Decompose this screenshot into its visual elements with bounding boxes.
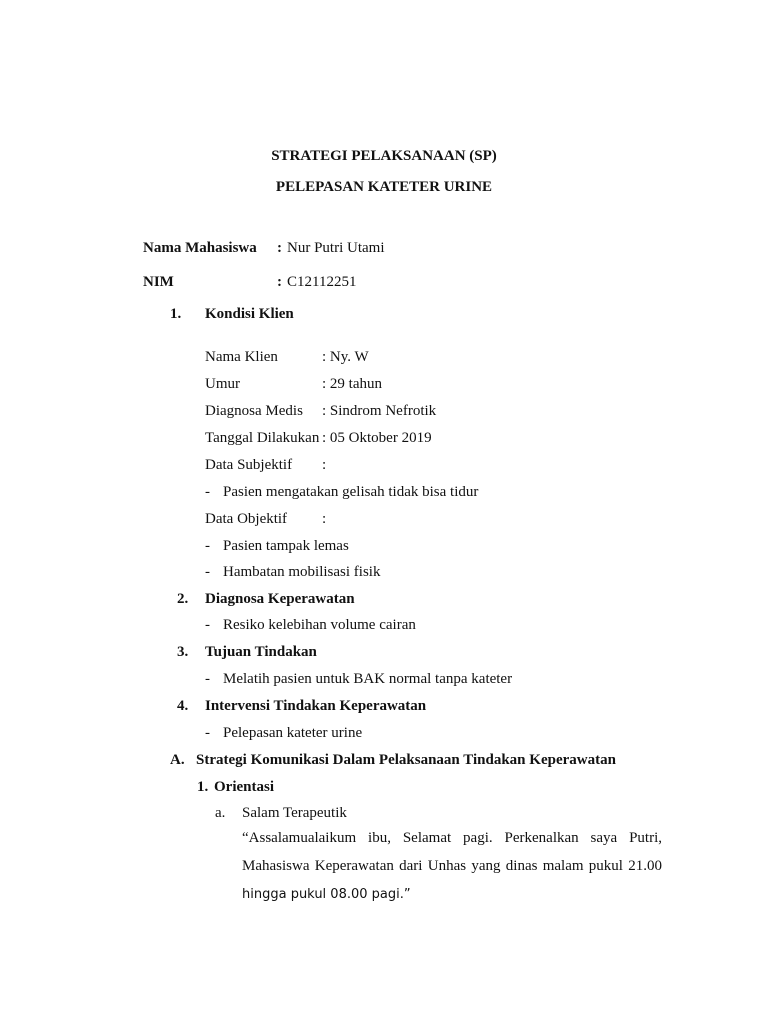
client-row-value: : — [322, 457, 327, 473]
bullet-dash: - — [205, 671, 210, 687]
item-a-title: Salam Terapeutik — [242, 805, 347, 821]
client-row-value: : Ny. W — [322, 349, 369, 365]
client-row-value: : 05 Oktober 2019 — [322, 430, 432, 446]
section-3-title: Tujuan Tindakan — [205, 644, 317, 660]
student-name-label: Nama Mahasiswa — [143, 240, 257, 256]
client-row-label: Tanggal Dilakukan — [205, 430, 320, 446]
section-4-number: 4. — [177, 698, 189, 714]
section-3-bullet: Melatih pasien untuk BAK normal tanpa kateter — [223, 671, 513, 687]
student-name-value: Nur Putri Utami — [287, 240, 385, 256]
section-1-number: 1. — [170, 306, 182, 322]
orientation-title: Orientasi — [214, 779, 274, 795]
section-2-number: 2. — [177, 591, 189, 607]
section-2-title: Diagnosa Keperawatan — [205, 591, 355, 607]
greeting-quote-line-2: Mahasiswa Keperawatan dari Unhas yang dinas malam pukul 21.00 — [242, 858, 662, 874]
client-row-value: : Sindrom Nefrotik — [322, 403, 437, 419]
title-line-1: STRATEGI PELAKSANAAN (SP) — [271, 148, 497, 164]
objective-bullet: Hambatan mobilisasi fisik — [223, 564, 381, 580]
nim-colon: : — [277, 274, 282, 290]
client-row-label: Umur — [205, 376, 240, 392]
nim-label: NIM — [143, 274, 174, 290]
title-line-2: PELEPASAN KATETER URINE — [275, 179, 493, 195]
nim-value: C12112251 — [287, 274, 357, 290]
client-row-label: Diagnosa Medis — [205, 403, 303, 419]
section-2-bullet: Resiko kelebihan volume cairan — [223, 617, 416, 633]
bullet-dash: - — [205, 538, 210, 554]
section-a-letter: A. — [170, 752, 185, 768]
bullet-dash: - — [205, 564, 210, 580]
client-row-label: Data Subjektif — [205, 457, 293, 473]
section-1-title: Kondisi Klien — [205, 306, 294, 322]
subjective-bullet: Pasien mengatakan gelisah tidak bisa tidur — [223, 484, 479, 500]
greeting-quote-line-3 — [242, 880, 662, 909]
student-name-colon: : — [277, 240, 282, 256]
orientation-number: 1. — [197, 779, 209, 795]
item-a-letter: a. — [215, 805, 226, 821]
objective-label: Data Objektif — [205, 511, 288, 527]
bullet-dash: - — [205, 725, 210, 741]
client-row-label: Nama Klien — [205, 349, 278, 365]
client-row-value: : 29 tahun — [322, 376, 382, 392]
objective-bullet: Pasien tampak lemas — [223, 538, 349, 554]
section-4-bullet: Pelepasan kateter urine — [223, 725, 363, 741]
section-3-number: 3. — [177, 644, 189, 660]
bullet-dash: - — [205, 617, 210, 633]
section-4-title: Intervensi Tindakan Keperawatan — [205, 698, 427, 714]
greeting-quote-text: hingga pukul 08.00 pagi.” — [242, 887, 411, 902]
greeting-quote-line-1: “Assalamualaikum ibu, Selamat pagi. Perkenalkan saya Putri, — [242, 830, 662, 846]
section-a-title: Strategi Komunikasi Dalam Pelaksanaan Tindakan Keperawatan — [196, 752, 616, 768]
objective-colon: : — [322, 511, 327, 527]
bullet-dash: - — [205, 484, 210, 500]
